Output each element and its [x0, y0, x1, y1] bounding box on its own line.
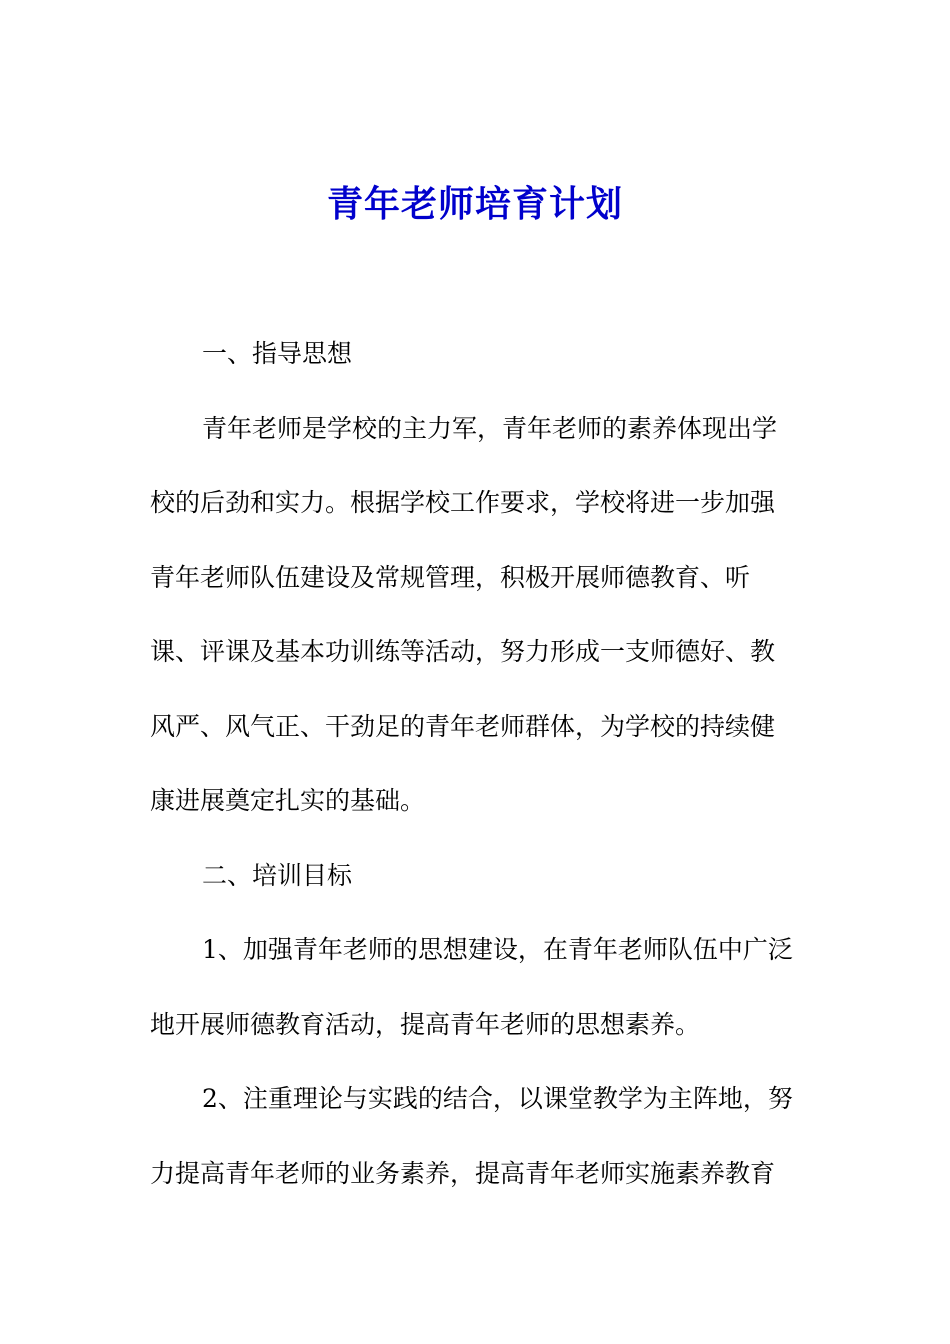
- list-item-line: 2、注重理论与实践的结合，以课堂教学为主阵地，努: [202, 1084, 793, 1113]
- paragraph-line: 青年老师队伍建设及常规管理，积极开展师德教育、听: [150, 562, 751, 592]
- paragraph-line: 康进展奠定扎实的基础。: [150, 786, 426, 815]
- list-item-line: 地开展师德教育活动，提高青年老师的思想素养。: [150, 1009, 701, 1039]
- paragraph-line: 风严、风气正、干劲足的青年老师群体，为学校的持续健: [150, 711, 776, 741]
- paragraph-line: 校的后劲和实力。根据学校工作要求，学校将进一步加强: [150, 488, 776, 517]
- section-heading-training-goals: 二、培训目标: [202, 860, 353, 890]
- document-title: 青年老师培育计划: [326, 183, 623, 225]
- paragraph-line: 课、评课及基本功训练等活动，努力形成一支师德好、教: [150, 637, 776, 666]
- paragraph-line: 青年老师是学校的主力军，青年老师的素养体现出学: [202, 413, 778, 443]
- list-item-line: 1、加强青年老师的思想建设，在青年老师队伍中广泛: [202, 935, 793, 964]
- list-item-line: 力提高青年老师的业务素养，提高青年老师实施素养教育: [150, 1158, 776, 1188]
- document-body: [150, 330, 800, 1224]
- section-heading-guiding-ideology: 一、指导思想: [202, 339, 353, 368]
